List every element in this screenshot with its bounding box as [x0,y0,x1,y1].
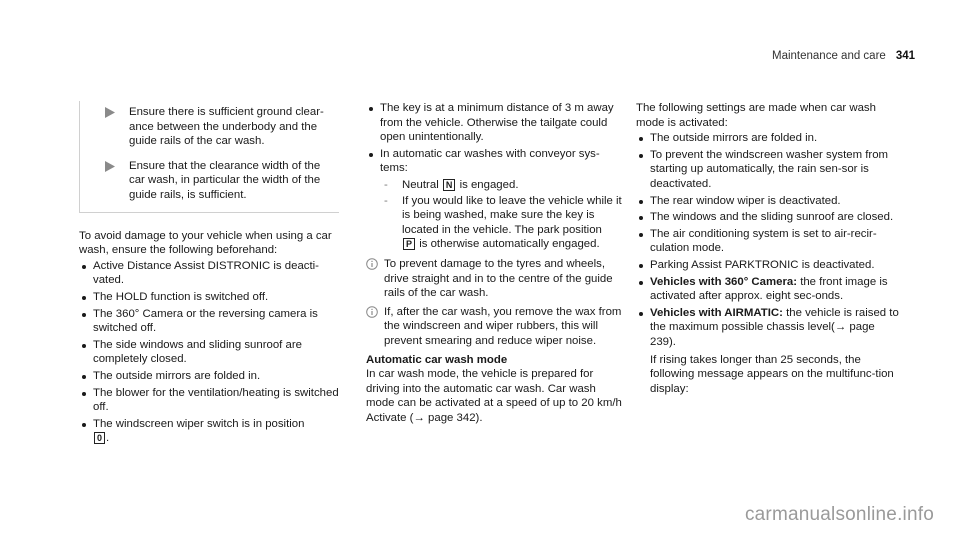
sub-list-item [380,178,624,193]
camera-text: the front image is activated after approx. eight sec-onds. [650,275,888,303]
section-heading: Automatic car wash mode [366,353,508,366]
bullet-icon [636,227,650,256]
list-item-text: The air conditioning system is set to air-recir-culation mode. [650,227,877,255]
bullet-icon [79,338,93,367]
list-item-text: The HOLD function is switched off. [93,290,269,303]
list-item [79,417,349,446]
column-3 [636,101,900,396]
step-item [105,159,339,203]
gear-p-symbol: P [403,238,415,250]
list-item [636,227,900,256]
vehicle-variant-label: Vehicles with 360° Camera: [650,275,798,288]
list-item [79,307,349,336]
airmatic-continuation: If rising takes longer than 25 seconds, the following message appears on the multifunc-tion display: [650,353,894,395]
bullet-icon [366,147,380,176]
list-item [636,306,900,350]
list-item [636,258,900,273]
list-item-text: The blower for the ventilation/heating is switched off. [93,386,339,414]
bullet-icon [636,131,650,146]
list-item-text [93,417,304,446]
intro-text: To avoid damage to your vehicle when using a car wash, ensure the following beforehand: [79,229,332,257]
bullet-icon [636,148,650,192]
watermark: carmanualsonline.info [744,504,934,526]
list-item [636,131,900,146]
sub-item-text [402,178,518,193]
list-item [79,259,349,288]
step-text: Ensure there is sufficient ground clear-ance between the underbody and the guide rails of the car wash. [129,106,324,148]
list-item-text: To prevent the windscreen washer system from starting up automatically, the rain sen-sor is deactivated. [650,148,889,190]
info-icon [366,305,384,349]
list-item [79,290,349,305]
leave-vehicle-text: If you would like to leave the vehicle while it is being washed, make sure the key is located in the vehicle. The park position [402,194,622,236]
column-2 [366,101,624,426]
bullet-icon [636,275,650,304]
list-item-text: In automatic car washes with conveyor sys-tems: [380,147,600,175]
list-item-text: Parking Assist PARKTRONIC is deactivated. [650,258,875,271]
engaged-text: is engaged. [459,178,519,191]
dash-icon: - [384,178,388,191]
bullet-icon [79,290,93,305]
info-icon [366,257,384,301]
list-item [636,275,900,304]
list-item-text [650,275,900,304]
list-item-text: The side windows and sliding sunroof are completely closed. [93,338,302,366]
list-item [79,386,349,415]
list-item [636,148,900,192]
info-note [366,305,624,349]
column-1 [79,101,349,448]
info-note [366,257,624,301]
info-text: To prevent damage to the tyres and wheels, drive straight and in to the centre of the guide rails of the car wash. [384,257,613,300]
list-item-text: The key is at a minimum distance of 3 m away from the vehicle. Otherwise the tailgate could open unintentionally. [380,102,614,144]
list-item-text: The outside mirrors are folded in. [650,132,818,145]
section-title: Maintenance and care [772,50,886,62]
list-item-text: Active Distance Assist DISTRONIC is deacti-vated. [93,259,319,287]
list-item [366,101,624,145]
list-item-text: The windows and the sliding sunroof are closed. [650,211,894,224]
list-item [636,210,900,225]
list-item-text [650,306,900,350]
gear-n-symbol: N [443,179,456,191]
body-text: In car wash mode, the vehicle is prepared for driving into the automatic car wash. Car wash mode can be activated at a speed of up to 20 km/h Activate (→ page 342). [366,368,622,424]
wiper-text: The windscreen wiper switch is in position [93,417,305,430]
bullet-icon [636,306,650,350]
list-item [79,369,349,384]
bullet-icon [366,101,380,145]
bullet-icon [636,258,650,273]
step-arrow-icon [105,159,129,203]
bullet-icon [79,417,93,446]
bullet-icon [79,307,93,336]
bullet-icon [79,369,93,384]
list-item-text: The outside mirrors are folded in. [93,369,261,382]
wiper-position-symbol: 0 [94,432,105,444]
step-box [79,101,339,213]
list-item [366,147,624,176]
step-arrow-icon [105,105,129,149]
step-text: Ensure that the clearance width of the car wash, in particular the width of the guide rails, is sufficient. [129,159,321,201]
bullet-icon [79,259,93,288]
sub-item-text [402,194,624,252]
bullet-icon [79,386,93,415]
sentence-end: . [106,432,110,445]
vehicle-variant-label: Vehicles with AIRMATIC: [650,306,783,319]
dash-icon: - [384,194,388,207]
info-text: If, after the car wash, you remove the wax from the windscreen and wiper rubbers, this will prevent smearing and reduce wiper noise. [384,305,622,347]
list-item-text: The 360° Camera or the reversing camera is switched off. [93,307,318,335]
airmatic-text: the vehicle is raised to the maximum possible chassis level(→ page 239). [650,306,899,348]
list-item [79,338,349,367]
page-number: 341 [895,50,915,62]
park-engaged-text: is otherwise automatically engaged. [419,238,600,251]
bullet-icon [636,210,650,225]
list-item-text: The rear window wiper is deactivated. [650,194,841,207]
bullet-icon [636,194,650,209]
step-item [105,105,339,149]
page-header [772,49,915,64]
list-item [636,194,900,209]
intro-text: The following settings are made when car wash mode is activated: [636,102,876,129]
neutral-label: Neutral [402,178,439,191]
sub-list-item [380,194,624,252]
